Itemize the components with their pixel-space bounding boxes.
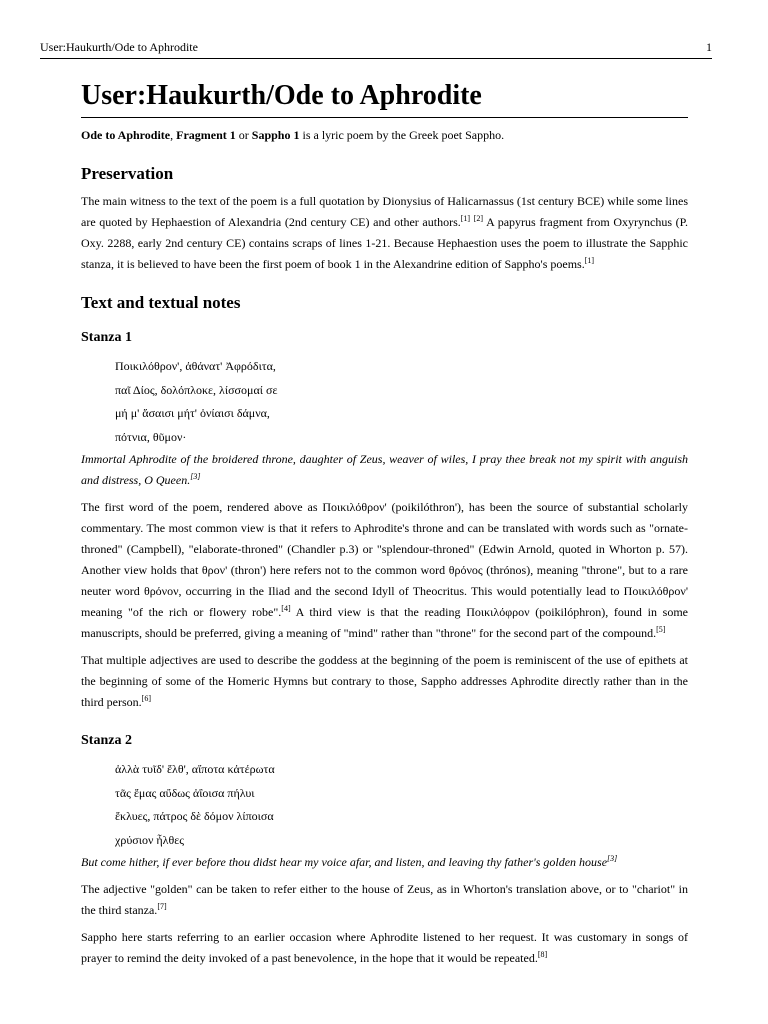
footnote-ref[interactable]: [1] [584,256,595,265]
translation-text: But come hither, if ever before thou didst hear my voice afar, and listen, and leaving thy father's golden house [81,855,608,869]
verse-line: παῖ Δίος, δολόπλοκε, λίσσομαί σε [115,382,278,397]
footnote-ref[interactable]: [7] [157,902,167,911]
intro-name-1: Ode to Aphrodite [81,128,171,142]
preservation-text-1: The main witness to the text of the poem is a full quotation by Dionysius of Halicarnassus (1st century BCE) while some lines are quoted by Hephaestion of Alexandria (2nd century CE) and other authors. [81,194,688,229]
stanza-2-greek-verse [115,758,688,852]
verse-line: ἀλλὰ τυῖδ' ἔλθ', αἴποτα κἀτέρωτα [115,762,275,776]
subsection-heading-stanza-1: Stanza 1 [81,330,132,345]
intro-name-3: Sappho 1 [251,128,300,142]
footnote-ref[interactable]: [2] [473,214,484,223]
stanza-2-translation [81,852,688,873]
article-body [81,78,688,969]
footnote-ref[interactable]: [3] [190,472,201,481]
verse-line: Ποικιλόθρον', ἀθάνατ' Ἀφρόδιτα, [115,359,276,373]
section-heading-preservation: Preservation [81,164,174,183]
verse-line: μή μ' ἄσαισι μήτ' ὀνίαισι δάμνα, [115,406,270,420]
commentary-text: The first word of the poem, rendered above as Ποικιλόθρον' (poikilóthron'), has been the source of substantial scholarly commentary. The most common view is that it refers to Aphrodite's throne and can be translated with words such as "ornate-throned" (Campbell), "elaborate-throned" (Chandler p.3) or "splendour-throned" (Edwin Arnold, quoted in Whorton p. 57). Another view holds that θρον' (thron') here refers not to the common word θρόνος (thrónos), meaning "throne", but to a rare neuter word θρόνον, occurring in the Iliad and the second Idyll of Theocritus. This would potentially lead to Ποικιλόθρον' meaning "of the rich or flowery robe". [81,500,688,619]
stanza-1-greek-verse [115,355,688,449]
stanza-2-commentary-2 [81,927,688,969]
section-heading-text-notes: Text and textual notes [81,293,241,312]
verse-line: πότνια, θῦμον· [115,429,187,444]
page-title: User:Haukurth/Ode to Aphrodite [81,78,688,118]
footnote-ref[interactable]: [6] [141,694,151,703]
stanza-2-commentary-1 [81,879,688,921]
page-header [40,36,712,59]
intro-paragraph [81,125,688,146]
verse-line: χρύσιον ἦλθες [115,832,185,847]
stanza-1-commentary-1 [81,497,688,644]
footnote-ref[interactable]: [1] [460,214,471,223]
verse-line: ἔκλυες, πάτρος δὲ δόμον λίποισα [115,809,274,823]
subsection-heading-stanza-2: Stanza 2 [81,733,132,748]
commentary-text: Sappho here starts referring to an earlier occasion where Aphrodite listened to her request. It was customary in songs of prayer to remind the deity invoked of a past benevolence, in the hope that it would be repeated. [81,930,688,965]
commentary-text: A third view is that the reading Ποικιλόφρον (poikilóphron), found in some manuscripts, should be preferred, giving a meaning of "mind" rather than "throne" for the second part of the compound. [81,605,688,640]
stanza-1-commentary-2 [81,650,688,713]
footnote-ref[interactable]: [4] [281,604,291,613]
footnote-ref[interactable]: [3] [607,854,618,863]
verse-line: τᾶς ἔμας αὔδως ἀΐοισα πήλυι [115,785,255,800]
footnote-ref[interactable]: [5] [656,625,666,634]
intro-sep-2: or [235,128,252,142]
intro-name-2: Fragment 1 [176,128,236,142]
preservation-text-2: A papyrus fragment from Oxyrynchus (P. Oxy. 2288, early 2nd century CE) contains scraps of lines 1-21. Because Hephaestion uses the poem to illustrate the Sapphic stanza, it is believed to have been the first poem of book 1 in the Alexandrine edition of Sappho's poems. [81,215,688,271]
translation-text: Immortal Aphrodite of the broidered throne, daughter of Zeus, weaver of wiles, I pray thee break not my spirit with anguish and distress, O Queen. [81,452,688,487]
stanza-1-translation [81,449,688,491]
preservation-paragraph [81,191,688,275]
intro-rest: is a lyric poem by the Greek poet Sappho. [299,128,505,142]
footnote-ref[interactable]: [8] [537,950,548,959]
page-number: 1 [706,40,712,54]
commentary-text: The adjective "golden" can be taken to refer either to the house of Zeus, as in Whorton's translation above, or to "chariot" in the third stanza. [81,882,688,917]
intro-sep-1: , [170,128,177,142]
running-header-title: User:Haukurth/Ode to Aphrodite [40,40,198,54]
commentary-text: That multiple adjectives are used to describe the goddess at the beginning of the poem is reminiscent of the use of epithets at the beginning of some of the Homeric Hymns but contrary to those, Sappho addresses Aphrodite directly rather than in the third person. [81,653,688,709]
